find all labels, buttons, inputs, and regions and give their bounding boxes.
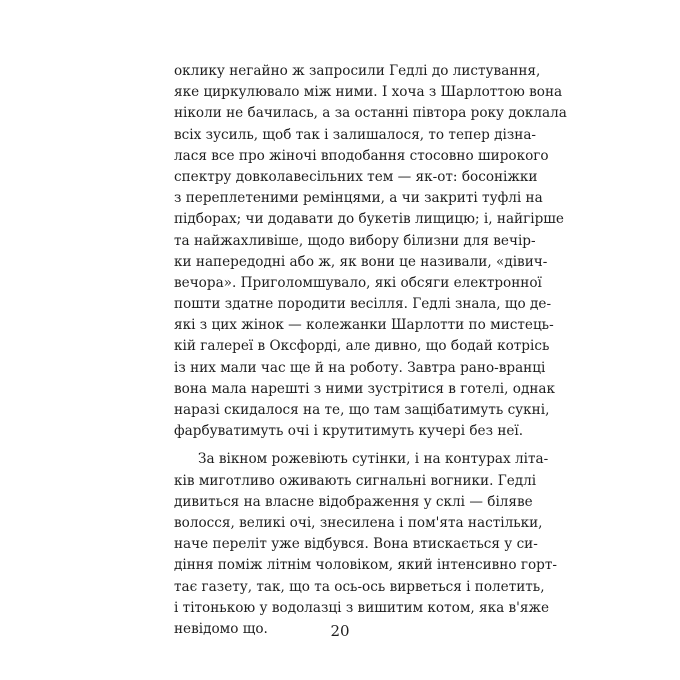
text-line: вона мала нарешті з ними зустрітися в готелі, однак: [174, 380, 555, 397]
text-line: спектру довколавесільних тем — як-от: босоніжки: [174, 168, 538, 185]
body-text: [174, 61, 567, 640]
paragraph-2: [174, 449, 557, 640]
text-line: наразі скидалося на те, що там защібатимуть сукні,: [174, 402, 550, 418]
paragraph-1: [174, 61, 567, 442]
text-line: пошти здатне породити весілля. Гедлі знала, що де-: [174, 296, 552, 313]
text-line: невідомо що.: [174, 620, 268, 637]
text-line: вечора». Приголомшувало, які обсяги електронної: [174, 274, 542, 291]
text-line: дивиться на власне відображення у склі — біляве: [174, 493, 533, 510]
text-line: ки напередодні або ж, як вони це називали, «дівич-: [174, 253, 548, 270]
text-line: оклику негайно ж запросили Гедлі до листування,: [174, 63, 541, 79]
text-line: лася все про жіночі вподобання стосовно широкого: [174, 147, 549, 164]
text-line: із них мали час ще й на роботу. Завтра рано-вранці: [174, 359, 546, 376]
text-line: та найжахливіше, щодо вибору білизни для вечір-: [174, 232, 536, 249]
text-line: ніколи не бачилась, а за останні півтора року доклала: [174, 105, 567, 122]
paragraph-spacer: [174, 442, 516, 449]
page-number: 20: [330, 622, 350, 640]
text-line: і тітонькою у водолазці з вишитим котом, яка в'яже: [174, 599, 550, 616]
text-line: яке циркулювало між ними. І хоча з Шарлоттою вона: [174, 84, 563, 101]
text-line: кій галереї в Оксфорді, але дивно, що бодай котрісь: [174, 338, 550, 355]
text-line: всіх зусиль, щоб так і залишалося, то тепер дізна-: [174, 126, 537, 143]
text-line: з переплетеними ремінцями, а чи закриті туфлі на: [174, 190, 543, 207]
text-line: діння поміж літнім чоловіком, який інтенсивно горт-: [174, 557, 557, 574]
text-line: фарбуватимуть очі і крутитимуть кучері без неї.: [174, 423, 524, 440]
text-line: підборах; чи додавати до букетів лищицю; і, найгірше: [174, 211, 564, 228]
text-line: За вікном рожевіють сутінки, і на контурах літа-: [198, 451, 549, 468]
text-line: тає газету, так, що та ось-ось вирветься і полетить,: [174, 578, 545, 595]
text-line: які з цих жінок — колежанки Шарлотти по мистець-: [174, 317, 554, 334]
text-line: наче переліт уже відбувся. Вона втискається у си-: [174, 536, 538, 553]
text-line: волосся, великі очі, знесилена і пом'ята настільки,: [174, 514, 543, 531]
text-line: ків миготливо оживають сигнальні вогники. Гедлі: [174, 472, 537, 489]
